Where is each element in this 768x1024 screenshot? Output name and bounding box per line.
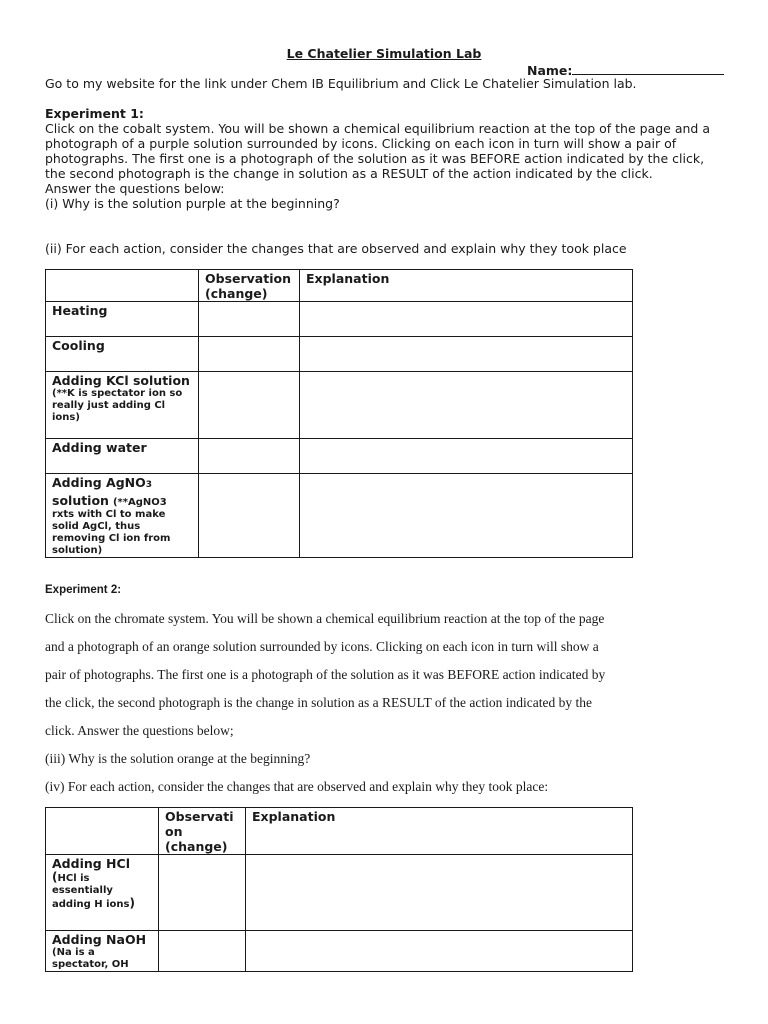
paragraph-line: Answer the questions below: <box>45 181 225 196</box>
paragraph-line: the second photograph is the change in solution as a RESULT of the action indicated by the click. <box>45 166 653 181</box>
row-note-inline: (**AgNO3 <box>112 497 167 508</box>
paragraph-line: pair of photographs. The first one is a photograph of the solution as it was BEFORE action indicated by <box>45 667 606 682</box>
explanation-cell[interactable] <box>300 337 633 372</box>
experiment1-instructions <box>45 121 735 211</box>
row-label-kcl <box>46 372 199 439</box>
experiment2-table <box>45 807 633 972</box>
row-label-cooling: Cooling <box>46 337 199 372</box>
observation-cell[interactable] <box>199 474 300 558</box>
label-subscript: 3 <box>145 480 153 490</box>
table-row <box>46 474 633 558</box>
explanation-cell[interactable] <box>246 855 633 931</box>
row-label-water: Adding water <box>46 439 199 474</box>
row-label <box>52 475 192 493</box>
experiment2-instructions <box>45 605 745 801</box>
label-text: Adding AgNO <box>52 475 146 490</box>
table-row <box>46 372 633 439</box>
paragraph-line: click. Answer the questions below; <box>45 723 234 738</box>
observation-cell[interactable] <box>199 439 300 474</box>
row-note: rxts with Cl to make solid AgCl, thus removing Cl ion from solution) <box>52 509 171 556</box>
header-observation: Observati on (change) <box>159 808 246 855</box>
explanation-cell[interactable] <box>246 931 633 972</box>
observation-cell[interactable] <box>159 931 246 972</box>
row-note: (**K is spectator ion so really just adding Cl ions) <box>52 388 183 423</box>
observation-cell[interactable] <box>199 337 300 372</box>
row-label: Adding KCl solution <box>52 373 190 388</box>
paragraph-line: the click, the second photograph is the change in solution as a RESULT of the action indicated by the <box>45 695 593 710</box>
page-title: Le Chatelier Simulation Lab <box>286 46 482 61</box>
explanation-cell[interactable] <box>300 372 633 439</box>
experiment2-heading: Experiment 2: <box>45 584 122 596</box>
paragraph-line: Click on the chromate system. You will be shown a chemical equilibrium reaction at the top of the page <box>45 611 605 626</box>
observation-cell[interactable] <box>199 372 300 439</box>
table-row <box>46 439 633 474</box>
paragraph-line: Click on the cobalt system. You will be shown a chemical equilibrium reaction at the top of the page and a <box>45 121 710 136</box>
observation-cell[interactable] <box>199 302 300 337</box>
observation-cell[interactable] <box>159 855 246 931</box>
header-observation: Observation (change) <box>199 270 300 302</box>
row-label: Adding NaOH <box>52 932 147 947</box>
explanation-cell[interactable] <box>300 439 633 474</box>
table-cell <box>46 270 199 302</box>
experiment1-heading: Experiment 1: <box>45 106 144 121</box>
row-label-line2 <box>52 493 192 509</box>
experiment1-table <box>45 269 633 558</box>
table-header-row <box>46 270 633 302</box>
table-row <box>46 302 633 337</box>
row-label-agno3 <box>46 474 199 558</box>
paragraph-line: photograph of a purple solution surrounded by icons. Clicking on each icon in turn will show a pair of <box>45 136 677 151</box>
table-row <box>46 855 633 931</box>
question-2: (ii) For each action, consider the changes that are observed and explain why they took place <box>45 241 627 256</box>
question-4: (iv) For each action, consider the changes that are observed and explain why they took place: <box>45 779 549 794</box>
question-1: (i) Why is the solution purple at the beginning? <box>45 196 340 211</box>
note-paren: ) <box>129 896 135 910</box>
row-label-heating: Heating <box>46 302 199 337</box>
table-row <box>46 931 633 972</box>
row-label-naoh <box>46 931 159 972</box>
label-text: solution <box>52 493 109 508</box>
question-3: (iii) Why is the solution orange at the beginning? <box>45 751 311 766</box>
explanation-cell[interactable] <box>300 474 633 558</box>
row-note: (Na is a spectator, OH <box>52 947 129 970</box>
explanation-cell[interactable] <box>300 302 633 337</box>
name-blank-line[interactable] <box>572 62 724 75</box>
table-cell <box>46 808 159 855</box>
row-note <box>52 871 152 911</box>
header-explanation: Explanation <box>246 808 633 855</box>
note-text: HCl is essentially adding H ions <box>52 873 130 910</box>
table-row <box>46 337 633 372</box>
header-explanation: Explanation <box>300 270 633 302</box>
row-label: Adding HCl <box>52 856 130 871</box>
row-label-hcl <box>46 855 159 931</box>
intro-text: Go to my website for the link under Chem IB Equilibrium and Click Le Chatelier Simulation lab. <box>45 76 637 91</box>
name-label: Name: <box>527 63 573 78</box>
paragraph-line: and a photograph of an orange solution surrounded by icons. Clicking on each icon in turn will show a <box>45 639 599 654</box>
paragraph-line: photographs. The first one is a photograph of the solution as it was BEFORE action indicated by the click, <box>45 151 705 166</box>
table-header-row <box>46 808 633 855</box>
note-paren: ( <box>52 870 58 884</box>
